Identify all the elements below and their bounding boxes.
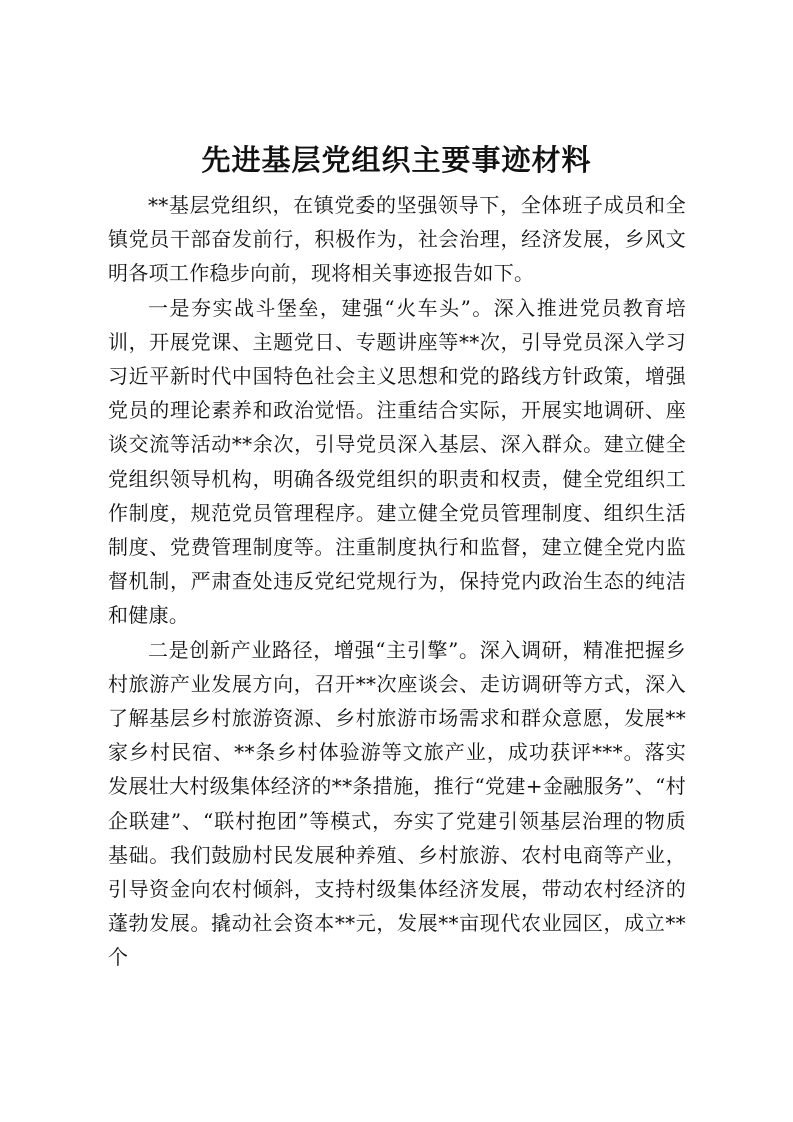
paragraph-point-two: 二是创新产业路径，增强“主引擎”。深入调研，精准把握乡村旅游产业发展方向，召开**次座谈会、走访调研等方式，深入了解基层乡村旅游资源、乡村旅游市场需求和群众意愿，发展**家乡村民宿、**条乡村体验游等文旅产业，成功获评***。落实发展壮大村级集体经济的**条措施，推行“党建+金融服务”、“村企联建”、“联村抱团”等模式，夯实了党建引领基层治理的物质基础。我们鼓励村民发展种养殖、乡村旅游、农村电商等产业，引导资金向农村倾斜，支持村级集体经济发展，带动农村经济的蓬勃发展。撬动社会资本**元，发展**亩现代农业园区，成立**个 xyxy=(108,637,686,970)
paragraph-point-one: 一是夯实战斗堡垒，建强“火车头”。深入推进党员教育培训，开展党课、主题党日、专题讲座等**次，引导党员深入学习习近平新时代中国特色社会主义思想和党的路线方针政策，增强党员的理论素养和政治觉悟。注重结合实际，开展实地调研、座谈交流等活动**余次，引导党员深入基层、深入群众。建立健全党组织领导机构，明确各级党组织的职责和权责，健全党组织工作制度，规范党员管理程序。建立健全党员管理制度、组织生活制度、党费管理制度等。注重制度执行和监督，建立健全党内监督机制，严肃查处违反党纪党规行为，保持党内政治生态的纯洁和健康。 xyxy=(108,295,686,628)
document-title: 先进基层党组织主要事迹材料 xyxy=(201,143,592,177)
paragraph-intro: **基层党组织，在镇党委的坚强领导下，全体班子成员和全镇党员干部奋发前行，积极作为，社会治理，经济发展，乡风文明各项工作稳步向前，现将相关事迹报告如下。 xyxy=(108,193,686,286)
document-body xyxy=(108,188,686,975)
